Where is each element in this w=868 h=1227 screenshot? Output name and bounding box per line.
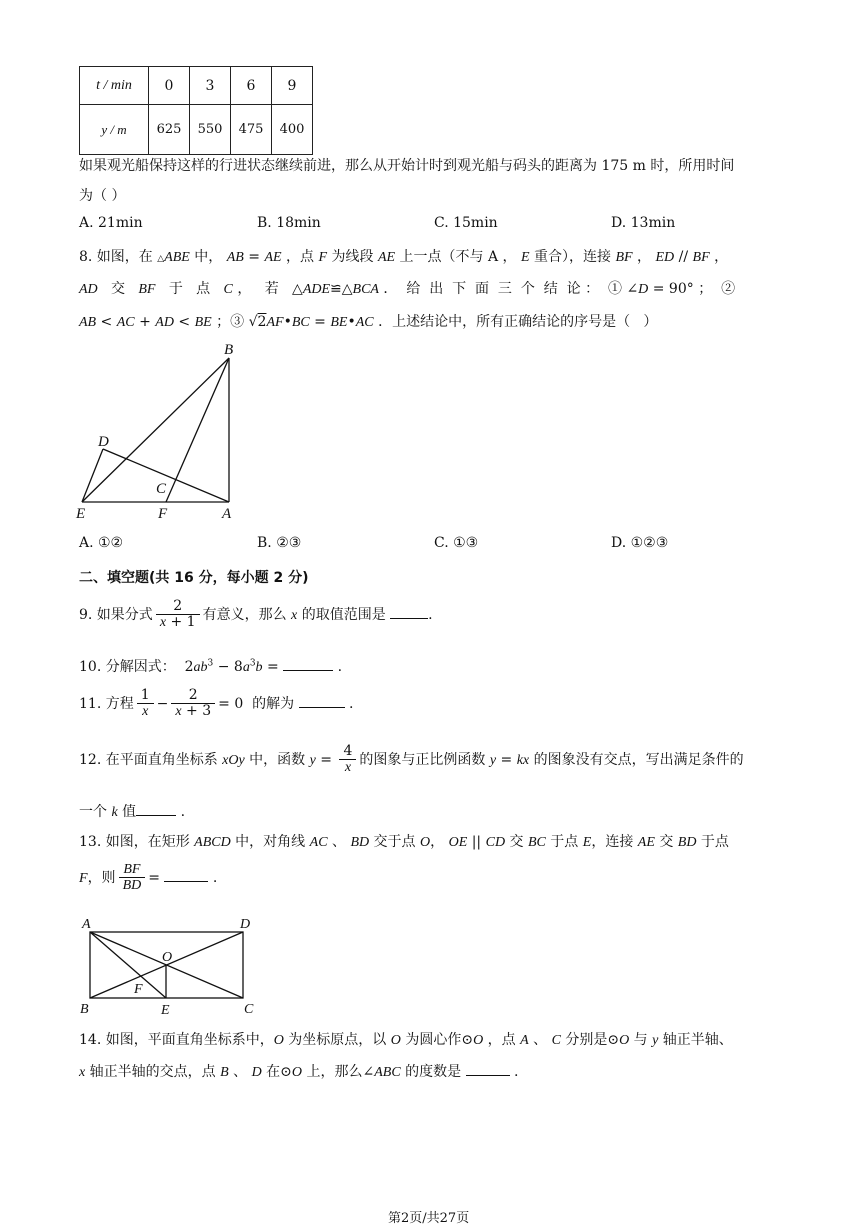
label-d: D	[240, 917, 251, 932]
q11: 11. 方程 $\frac{1}{x}$ − $\frac{2}{x + 3}$ = 0 的解为 .	[79, 687, 354, 720]
segment-bf	[166, 358, 229, 502]
q7-text-line2: 为（ ）	[79, 188, 126, 204]
q7-text-line1: 如果观光船保持这样的行进状态继续前进，那么从开始计时到观光船与码头的距离为 175 m 时，所用时间	[79, 158, 735, 174]
q8-option-b: B. ②③	[257, 535, 302, 551]
q13-rectangle-figure	[78, 914, 263, 1019]
segment-ae	[90, 932, 166, 998]
page-footer: 第2页/共27页	[388, 1211, 470, 1226]
table-cell: 6	[231, 67, 272, 105]
q12-line1: 12. 在平面直角坐标系 xOy 中，函数 y = $\frac{4}{x}$ 的图象与正比例函数 y = kx 的图象没有交点，写出满足条件的	[79, 743, 744, 776]
section-title: 二、填空题(共 16 分，每小题 2 分)	[79, 570, 309, 586]
q8-line2: AD 交 BF 于 点 C ， 若 △ADE≌△BCA ． 给 出 下 面 三 个 结 论 ： ① ∠D = 90° ； ②	[79, 281, 736, 297]
q8-option-a: A. ①②	[79, 535, 124, 551]
q14-line1: 14. 如图，平面直角坐标系中，O 为坐标原点，以 O 为圆心作⊙O ，点 A 、 C 分别是⊙O 与 y 轴正半轴、	[79, 1032, 733, 1048]
q10: 10. 分解因式： $2ab^3 - 8a^3b$ = .	[79, 658, 343, 675]
q8-triangle-figure	[74, 338, 244, 523]
q8-option-c: C. ①③	[434, 535, 479, 551]
label-a: A	[222, 506, 232, 522]
data-table	[79, 66, 313, 155]
label-d: D	[98, 434, 109, 450]
q8-line3: AB < AC + AD < BE ；③ √2AF•BC = BE•AC ．上述结论中，所有正确结论的序号是（ ）	[79, 314, 658, 330]
segment-ed	[82, 449, 103, 502]
label-f: F	[158, 506, 168, 522]
q13-line1: 13. 如图，在矩形 ABCD 中，对角线 AC 、 BD 交于点 O， OE || CD 交 BC 于点 E，连接 AE 交 BD 于点	[79, 834, 729, 850]
label-f: F	[134, 982, 143, 997]
q7-option-a: A. 21min	[79, 215, 143, 231]
table-row-label: y / m	[80, 105, 149, 155]
q9: 9. 如果分式 $\frac{2}{x + 1}$ 有意义，那么 x 的取值范围是 .	[79, 598, 433, 631]
table-cell: 400	[272, 105, 313, 155]
q7-option-c: C. 15min	[434, 215, 498, 231]
label-b: B	[224, 342, 234, 358]
label-o: O	[162, 950, 173, 965]
table-cell: 625	[149, 105, 190, 155]
q8-option-d: D. ①②③	[611, 535, 669, 551]
q7-option-d: D. 13min	[611, 215, 676, 231]
table-header-label: t / min	[80, 67, 149, 105]
label-e: E	[161, 1003, 170, 1018]
table-cell: 0	[149, 67, 190, 105]
label-c: C	[156, 481, 167, 497]
q8-line1: 8. 如图，在 △ABE 中， AB = AE ，点 F 为线段 AE 上一点（不与 A ， E 重合），连接 BF ， ED // BF ，	[79, 249, 729, 265]
q13-line2: F，则 $\frac{BF}{BD}$ = .	[79, 862, 218, 894]
label-a: A	[82, 917, 91, 932]
table-cell: 9	[272, 67, 313, 105]
table-cell: 3	[190, 67, 231, 105]
label-e: E	[76, 506, 86, 522]
q14-line2: x 轴正半轴的交点，点 B 、 D 在⊙O 上，那么∠ABC 的度数是 .	[79, 1064, 519, 1080]
table-cell: 475	[231, 105, 272, 155]
q12-line2: 一个 k 值 .	[79, 804, 186, 820]
q7-option-b: B. 18min	[257, 215, 321, 231]
table-cell: 550	[190, 105, 231, 155]
label-b: B	[80, 1002, 89, 1017]
label-c: C	[244, 1002, 254, 1017]
